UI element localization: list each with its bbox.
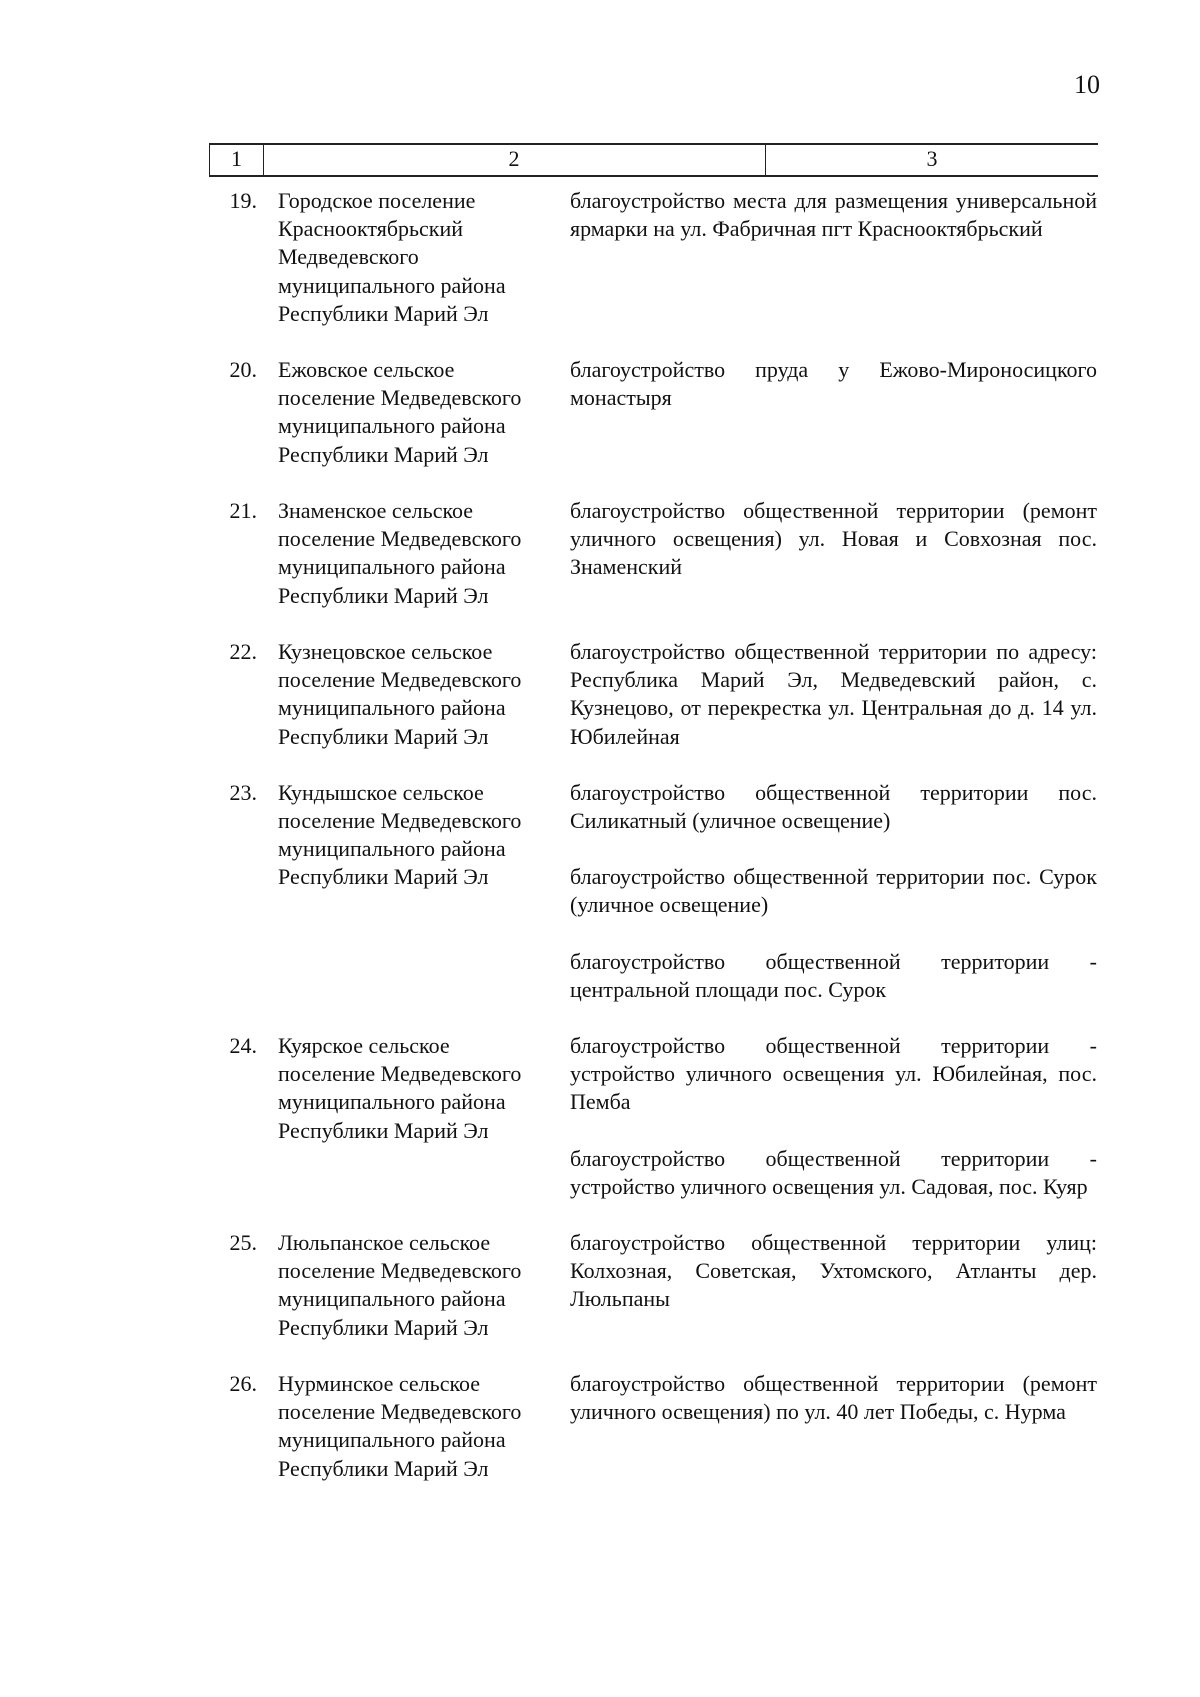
improvement-description: благоустройство места для размещения универсальной ярмарки на ул. Фабричная пгт Краснооктябрьский xyxy=(570,188,1097,242)
settlement-name-line: Кузнецовское сельское xyxy=(278,639,493,664)
settlement-name xyxy=(278,356,558,469)
row-number: 26. xyxy=(229,1371,257,1397)
column-header-3: 3 xyxy=(926,146,938,171)
settlement-name-line: поселение Медведевского xyxy=(278,667,522,693)
improvement-list xyxy=(570,1370,1097,1483)
row-number: 25. xyxy=(229,1230,257,1256)
settlement-name-line: поселение Медведевского xyxy=(278,808,522,834)
table-row xyxy=(0,187,1200,328)
settlement-name-line: Республики Марий Эл xyxy=(278,723,489,749)
settlement-name-line: Республики Марий Эл xyxy=(278,441,489,467)
table-row xyxy=(0,638,1200,751)
row-number: 21. xyxy=(229,498,257,523)
settlement-name xyxy=(278,1032,558,1145)
row-number: 24. xyxy=(229,1033,257,1059)
settlement-name-line: Краснооктябрьский xyxy=(278,216,464,242)
improvement-description: благоустройство общественной территории - центральной площади пос. Сурок xyxy=(570,948,1097,1002)
improvement-list xyxy=(570,638,1097,751)
table-row xyxy=(0,356,1200,469)
improvement-description: благоустройство общественной территории (ремонт уличного освещения) ул. Новая и Совхозная пос. Знаменский xyxy=(570,498,1097,580)
row-number: 22. xyxy=(229,639,257,664)
settlement-name-line: Республики Марий Эл xyxy=(278,864,489,890)
table-row xyxy=(0,1229,1200,1342)
improvement-description: благоустройство пруда у Ежово-Мироносицкого монастыря xyxy=(570,357,1097,411)
row-number: 19. xyxy=(229,188,257,213)
settlement-name-line: муниципального района xyxy=(278,272,506,298)
improvement-list xyxy=(570,1229,1097,1342)
settlement-name-line: поселение Медведевского xyxy=(278,1061,522,1087)
settlement-name-line: Ежовское сельское xyxy=(278,357,455,382)
settlement-name xyxy=(278,187,558,328)
improvement-description: благоустройство общественной территории (ремонт уличного освещения) по ул. 40 лет Победы, с. Нурма xyxy=(570,1371,1097,1425)
improvement-description: благоустройство общественной территории улиц: Колхозная, Советская, Ухтомского, Атланты дер. Люльпаны xyxy=(570,1230,1097,1312)
settlement-name xyxy=(278,1370,558,1483)
table-body xyxy=(0,187,1200,1511)
settlement-name-line: Куярское сельское xyxy=(278,1033,450,1059)
settlement-name-line: муниципального района xyxy=(278,836,506,862)
improvement-description: благоустройство общественной территории - устройство уличного освещения ул. Садовая, пос. Куяр xyxy=(570,1145,1097,1199)
table-header-row xyxy=(209,143,1098,177)
improvement-description: благоустройство общественной территории по адресу: Республика Марий Эл, Медведевский район, с. Кузнецово, от перекрестка ул. Центральная до д. 14 ул. Юбилейная xyxy=(570,639,1097,749)
settlement-name-line: поселение Медведевского xyxy=(278,526,522,552)
settlement-name-line: Республики Марий Эл xyxy=(278,1455,489,1481)
improvement-list xyxy=(570,779,1097,1004)
settlement-name-line: Медведевского xyxy=(278,244,419,270)
settlement-name-line: муниципального района xyxy=(278,695,506,721)
table-row xyxy=(0,1032,1200,1201)
column-header-2: 2 xyxy=(263,145,766,175)
settlement-name-line: Республики Марий Эл xyxy=(278,582,489,608)
settlement-name-line: Республики Марий Эл xyxy=(278,1117,489,1143)
settlement-name-line: поселение Медведевского xyxy=(278,1258,522,1284)
settlement-name-line: Республики Марий Эл xyxy=(278,300,489,326)
settlement-name-line: Городское поселение xyxy=(278,188,476,213)
improvement-description: благоустройство общественной территории пос. Силикатный (уличное освещение) xyxy=(570,779,1097,834)
improvement-description: благоустройство общественной территории - устройство уличного освещения ул. Юбилейная, пос. Пемба xyxy=(570,1033,1097,1115)
row-number: 20. xyxy=(229,357,257,382)
settlement-name-line: муниципального района xyxy=(278,1427,506,1453)
page-number: 10 xyxy=(1074,70,1100,99)
table-row xyxy=(0,779,1200,1004)
settlement-name xyxy=(278,638,558,751)
settlement-name-line: муниципального района xyxy=(278,554,506,580)
table-row xyxy=(0,497,1200,610)
table-row xyxy=(0,1370,1200,1483)
settlement-name-line: Кундышское сельское xyxy=(278,779,484,805)
settlement-name-line: муниципального района xyxy=(278,1089,506,1115)
row-number: 23. xyxy=(229,779,257,805)
improvement-list xyxy=(570,187,1097,328)
settlement-name xyxy=(278,779,558,892)
settlement-name xyxy=(278,497,558,610)
improvement-description: благоустройство общественной территории пос. Сурок (уличное освещение) xyxy=(570,864,1097,918)
settlement-name-line: Люльпанское сельское xyxy=(278,1230,491,1256)
settlement-name-line: поселение Медведевского xyxy=(278,385,522,411)
improvement-list xyxy=(570,356,1097,469)
settlement-name-line: муниципального района xyxy=(278,413,506,439)
settlement-name-line: Нурминское сельское xyxy=(278,1371,481,1397)
settlement-name-line: Знаменское сельское xyxy=(278,498,474,523)
column-header-1: 1 xyxy=(209,145,264,175)
settlement-name-line: Республики Марий Эл xyxy=(278,1314,489,1340)
improvement-list xyxy=(570,1032,1097,1201)
settlement-name xyxy=(278,1229,558,1342)
improvement-list xyxy=(570,497,1097,610)
settlement-name-line: муниципального района xyxy=(278,1286,506,1312)
settlement-name-line: поселение Медведевского xyxy=(278,1399,522,1425)
